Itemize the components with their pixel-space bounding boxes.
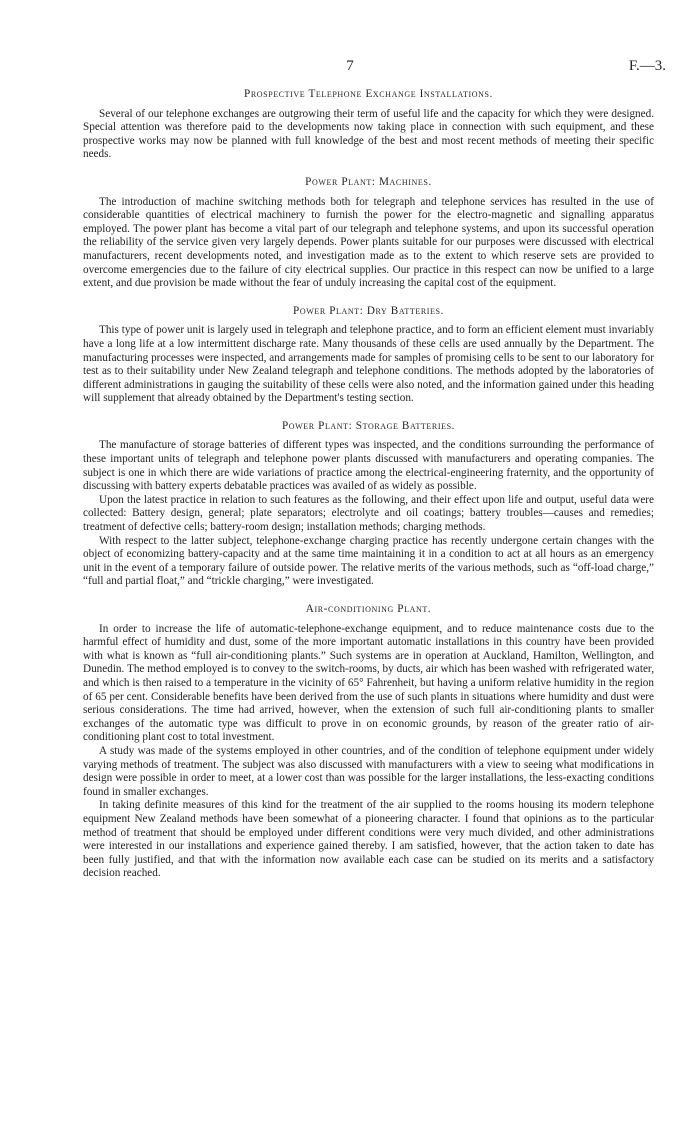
section-heading: Power Plant: Storage Batteries.: [281, 419, 456, 432]
section-air-conditioning-plant: [83, 603, 654, 881]
paragraph: This type of power unit is largely used in telegraph and telephone practice, and to form an efficient element must invariably have a long life at a low intermittent discharge rate. Many thousands of these cells are used annually by the Department. The manufacturing processes were inspected, and arrangements made for samples of promising cells to be sent to our laboratory for test as to their suitability under New Zealand telegraph and telephone conditions. The methods adopted by the laboratories of different administrations in gauging the suitability of these cells were also noted, and the information gained under this heading will supplement that already obtained by the Department's testing section.: [83, 324, 654, 405]
paragraph: The manufacture of storage batteries of different types was inspected, and the conditions surrounding the performance of these important units of telegraph and telephone power plants discussed with manufacturers and operating companies. The subject is one in which there are wide variations of practice among the electrical-engineering fraternity, and the opportunity of discussing with battery experts debatable practices was availed of as widely as possible.: [83, 439, 654, 493]
section-prospective-exchanges: [83, 88, 654, 162]
paragraph: In taking definite measures of this kind for the treatment of the air supplied to the rooms housing its modern telephone equipment New Zealand methods have been somewhat of a pioneering character. I found that opinions as to the particular method of treatment that should be employed under different conditions were very much divided, and other administrations were interested in our installations and experience gained thereby. I am satisfied, however, that the action taken to date has been fully justified, and that with the information now available each case can be studied on its merits and a satisfactory decision reached.: [83, 799, 654, 880]
paragraph: A study was made of the systems employed in other countries, and of the condition of telephone equipment under widely varying methods of treatment. The subject was also discussed with manufacturers with a view to seeing what modifications in design were possible in order to meet, at a lower cost than was possible for the larger installations, the less-exacting conditions found in smaller exchanges.: [83, 744, 654, 798]
section-heading: Power Plant: Machines.: [305, 175, 432, 188]
section-power-plant-storage-batteries: [83, 420, 654, 589]
paragraph: The introduction of machine switching methods both for telegraph and telephone services has resulted in the use of considerable quantities of electrical machinery to furnish the power for the electro-magnetic and signalling apparatus employed. The power plant has become a vital part of our telegraph and telephone systems, and upon its successful operation the reliability of the service given very largely depends. Power plants suitable for our purposes were discussed with electrical manufacturers, recent developments noted, and investigation made as to the extent to which reserve sets are provided to overcome emergencies due to the failure of city electrical supplies. Our practice in this respect can now be unified to a large extent, and due provision be made without the fear of unduly increasing the capital cost of the equipment.: [83, 195, 654, 290]
report-code: F.—3.: [628, 58, 666, 74]
section-power-plant-dry-batteries: [83, 305, 654, 406]
section-heading: Air-conditioning Plant.: [305, 603, 432, 615]
paragraph: Upon the latest practice in relation to such features as the following, and their effect upon life and output, useful data were collected: Battery design, general; plate separators; electrolyte and oil coatings; battery troubles—causes and remedies; treatment of defective cells; battery-room design; installation methods; charging methods.: [83, 493, 654, 534]
section-heading: Power Plant: Dry Batteries.: [293, 304, 444, 317]
page-number: 7: [346, 58, 354, 74]
section-power-plant-machines: [83, 176, 654, 291]
section-heading: Prospective Telephone Exchange Installations.: [244, 88, 493, 100]
paragraph: With respect to the latter subject, telephone-exchange charging practice has recently undergone certain changes with the object of economizing battery-capacity and at the same time maintaining it in a condition to act at all hours as an emergency unit in the event of a temporary failure of outside power. The relative merits of the various methods, such as “off-load charge,” “full and partial float,” and “trickle charging,” were investigated.: [83, 534, 654, 588]
paragraph: Several of our telephone exchanges are outgrowing their term of useful life and the capacity for which they were designed. Special attention was therefore paid to the developments now taking place in connection with such equipment, and these prospective works may now be planned with full knowledge of the best and most recent methods of meeting their specific needs.: [83, 107, 654, 161]
paragraph: In order to increase the life of automatic-telephone-exchange equipment, and to reduce maintenance costs due to the harmful effect of humidity and dust, some of the more important automatic installations in this country have been provided with what is known as “full air-conditioning plants.” Such systems are in operation at Auckland, Hamilton, Wellington, and Dunedin. The method employed is to convey to the switch-rooms, by ducts, air which has been washed with refrigerated water, and which is then raised to a temperature in the vicinity of 65° Fahrenheit, but having a uniform relative humidity in the region of 65 per cent. Considerable benefits have been derived from the use of such plants in situations where humidity and dust were serious considerations. The time had arrived, however, when the extension of such full air-conditioning plants to smaller exchanges of the automatic type was difficult to prove in on economic grounds, by reason of the greater ratio of air-conditioning plant cost to total investment.: [83, 622, 654, 744]
document-body: [83, 88, 654, 895]
